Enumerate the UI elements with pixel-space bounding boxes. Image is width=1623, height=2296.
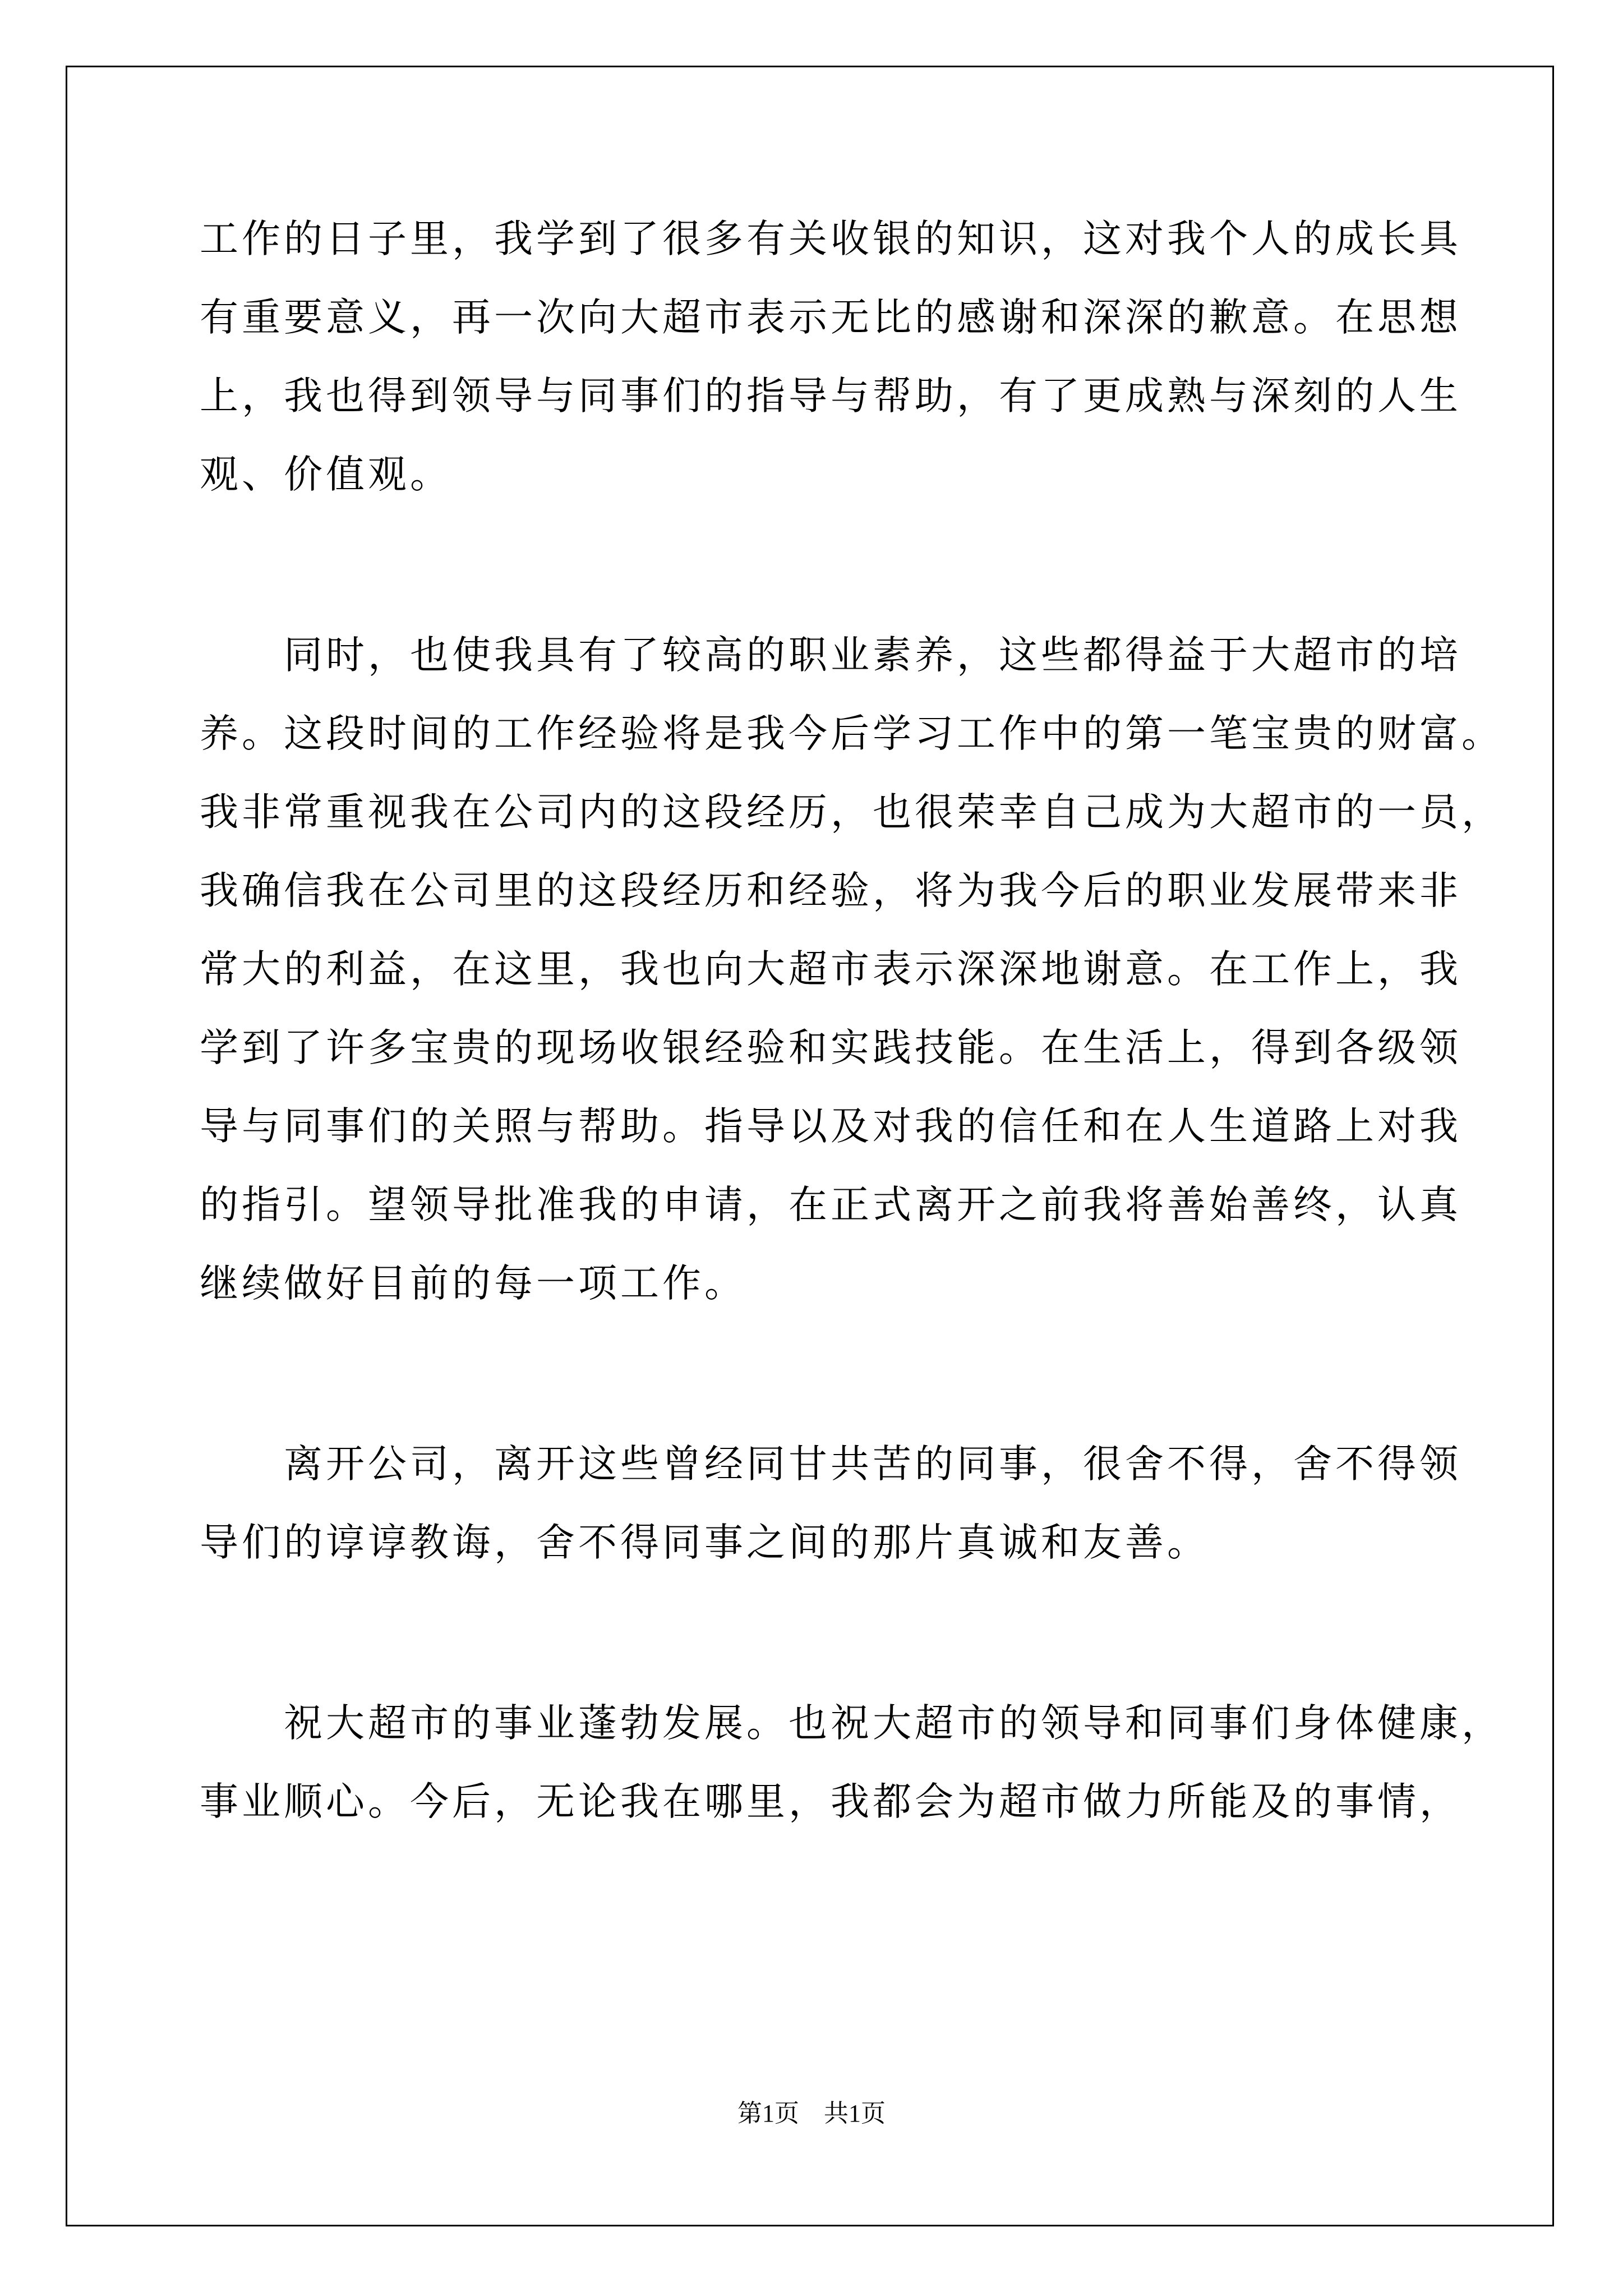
text-line: 离开公司，离开这些曾经同甘共苦的同事，很舍不得，舍不得领 (200, 1442, 1461, 1487)
text-line: 继续做好目前的每一项工作。 (200, 1261, 746, 1306)
text-line: 我确信我在公司里的这段经历和经验，将为我今后的职业发展带来非 (200, 868, 1461, 913)
text-line: 工作的日子里，我学到了很多有关收银的知识，这对我个人的成长具 (200, 217, 1461, 261)
text-line: 上，我也得到领导与同事们的指导与帮助，有了更成熟与深刻的人生 (200, 374, 1461, 418)
text-line: 导与同事们的关照与帮助。指导以及对我的信任和在人生道路上对我 (200, 1104, 1461, 1149)
text-line: 的指引。望领导批准我的申请，在正式离开之前我将善始善终，认真 (200, 1182, 1461, 1227)
text-line: 事业顺心。今后，无论我在哪里，我都会为超市做力所能及的事情， (200, 1779, 1461, 1824)
text-line: 学到了许多宝贵的现场收银经验和实践技能。在生活上，得到各级领 (200, 1025, 1461, 1070)
text-line: 养。这段时间的工作经验将是我今后学习工作中的第一笔宝贵的财富。 (200, 711, 1504, 756)
text-line: 我非常重视我在公司内的这段经历，也很荣幸自己成为大超市的一员， (200, 790, 1504, 835)
page-footer: 第1页 共1页 (737, 2100, 886, 2127)
text-line: 常大的利益，在这里，我也向大超市表示深深地谢意。在工作上，我 (200, 947, 1461, 992)
text-line: 同时，也使我具有了较高的职业素养，这些都得益于大超市的培 (200, 633, 1461, 678)
text-line: 观、价值观。 (200, 452, 452, 497)
text-line: 祝大超市的事业蓬勃发展。也祝大超市的领导和同事们身体健康， (200, 1701, 1504, 1746)
text-line: 有重要意义，再一次向大超市表示无比的感谢和深深的歉意。在思想 (200, 295, 1461, 340)
text-line: 导们的谆谆教诲，舍不得同事之间的那片真诚和友善。 (200, 1520, 1209, 1565)
